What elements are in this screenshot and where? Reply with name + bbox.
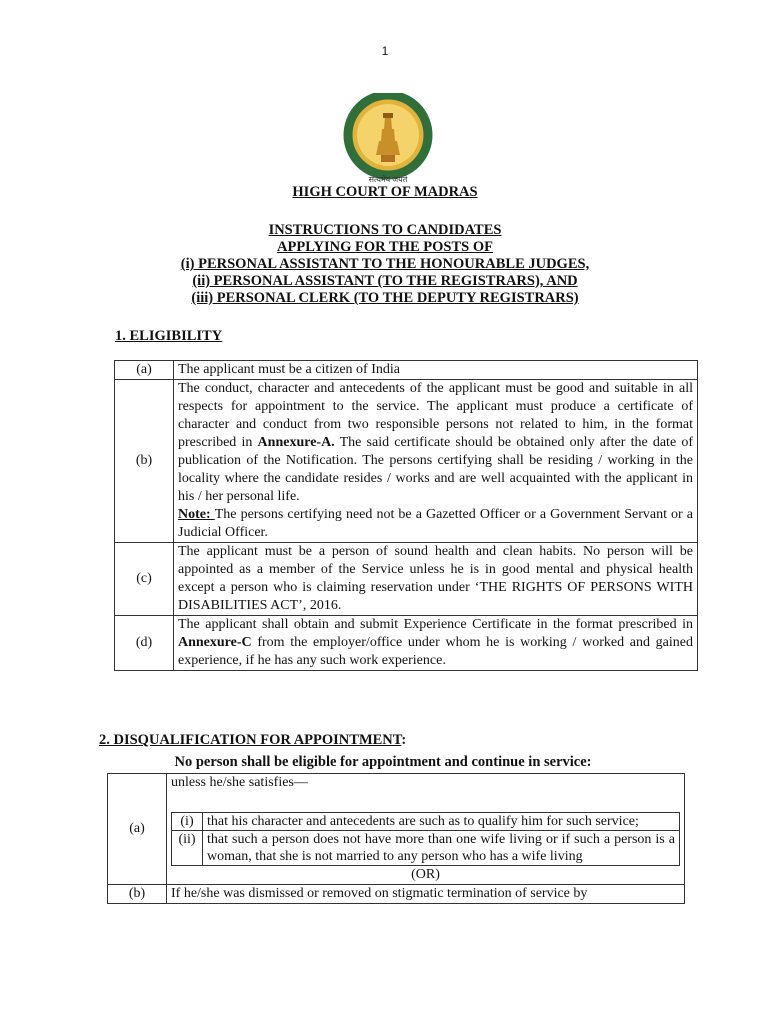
row-label: (c) — [115, 543, 174, 616]
page-number: 1 — [381, 44, 389, 58]
row-text — [174, 616, 698, 671]
disqualification-subheading: No person shall be eligible for appointment and continue in service: — [174, 754, 592, 770]
table-row — [115, 361, 698, 380]
row-label: (b) — [108, 885, 167, 904]
disqualification-table — [107, 773, 685, 904]
row-text-part: from the employer/office under whom he is working / worked and gained experience, if he has any such work experience. — [178, 635, 693, 668]
section-title-text: 2. DISQUALIFICATION FOR APPOINTMENT — [99, 732, 402, 748]
emblem-motto: सत्यमेव जयते — [368, 175, 408, 184]
subtitle-line-5: (iii) PERSONAL CLERK (TO THE DEPUTY REGISTRARS) — [191, 290, 579, 306]
row-content — [167, 774, 685, 885]
row-label: (b) — [115, 380, 174, 543]
row-text: The applicant must be a citizen of India — [174, 361, 698, 380]
condition-row — [172, 831, 680, 866]
annexure-a-ref: Annexure-A. — [257, 435, 335, 450]
subtitle-line-3: (i) PERSONAL ASSISTANT TO THE HONOURABLE JUDGES, — [180, 256, 590, 272]
or-separator: (OR) — [411, 867, 440, 882]
table-row — [108, 774, 685, 885]
row-text-part: The conduct, character and antecedents of the applicant must be good and suitable in all respects for appointment to the service. The applicant must produce a certificate of character and conduct from two responsible persons not related to him, in the format prescribed in — [178, 381, 693, 450]
table-row — [115, 380, 698, 543]
table-row — [108, 885, 685, 904]
section-title-suffix: : — [401, 732, 407, 748]
condition-text: that his character and antecedents are such as to qualify him for such service; — [203, 813, 680, 831]
subtitle-line-1: INSTRUCTIONS TO CANDIDATES — [268, 222, 502, 238]
condition-text: that such a person does not have more than one wife living or if such a person is a woman, that she is not married to any person who has a wife living — [203, 831, 680, 866]
conditions-table — [171, 812, 680, 866]
high-court-emblem — [335, 93, 441, 185]
condition-row — [172, 813, 680, 831]
annexure-c-ref: Annexure-C — [178, 635, 252, 650]
condition-number: (i) — [172, 813, 203, 831]
row-text — [174, 380, 698, 543]
row-label: (a) — [115, 361, 174, 380]
row-label: (a) — [108, 774, 167, 885]
row-text: If he/she was dismissed or removed on stigmatic termination of service by — [167, 885, 685, 904]
document-title: HIGH COURT OF MADRAS — [292, 184, 478, 200]
section-eligibility-title: 1. ELIGIBILITY — [115, 328, 223, 344]
row-text: The applicant must be a person of sound health and clean habits. No person will be appointed as a member of the Service unless he is in good mental and physical health except a person who is claiming reservation under ‘THE RIGHTS OF PERSONS WITH DISABILITIES ACT’, 2016. — [174, 543, 698, 616]
condition-number: (ii) — [172, 831, 203, 866]
section-disqualification-title — [99, 732, 406, 749]
row-text-part: The applicant shall obtain and submit Experience Certificate in the format prescribed in — [178, 617, 693, 632]
row-text-part: The said certificate should be obtained only after the date of publication of the Notification. The persons certifying shall be residing / working in the locality where the candidate resides / works and are well acquainted with the applicant in his / her personal life. — [178, 435, 693, 504]
eligibility-table — [114, 360, 698, 671]
subtitle-line-2: APPLYING FOR THE POSTS OF — [277, 239, 493, 255]
row-label: (d) — [115, 616, 174, 671]
table-row — [115, 543, 698, 616]
note-label: Note: — [178, 507, 215, 522]
note-text: The persons certifying need not be a Gazetted Officer or a Government Servant or a Judicial Officer. — [178, 507, 693, 540]
subtitle-line-4: (ii) PERSONAL ASSISTANT (TO THE REGISTRARS), AND — [192, 273, 578, 289]
table-row — [115, 616, 698, 671]
row-intro: unless he/she satisfies— — [171, 775, 308, 790]
